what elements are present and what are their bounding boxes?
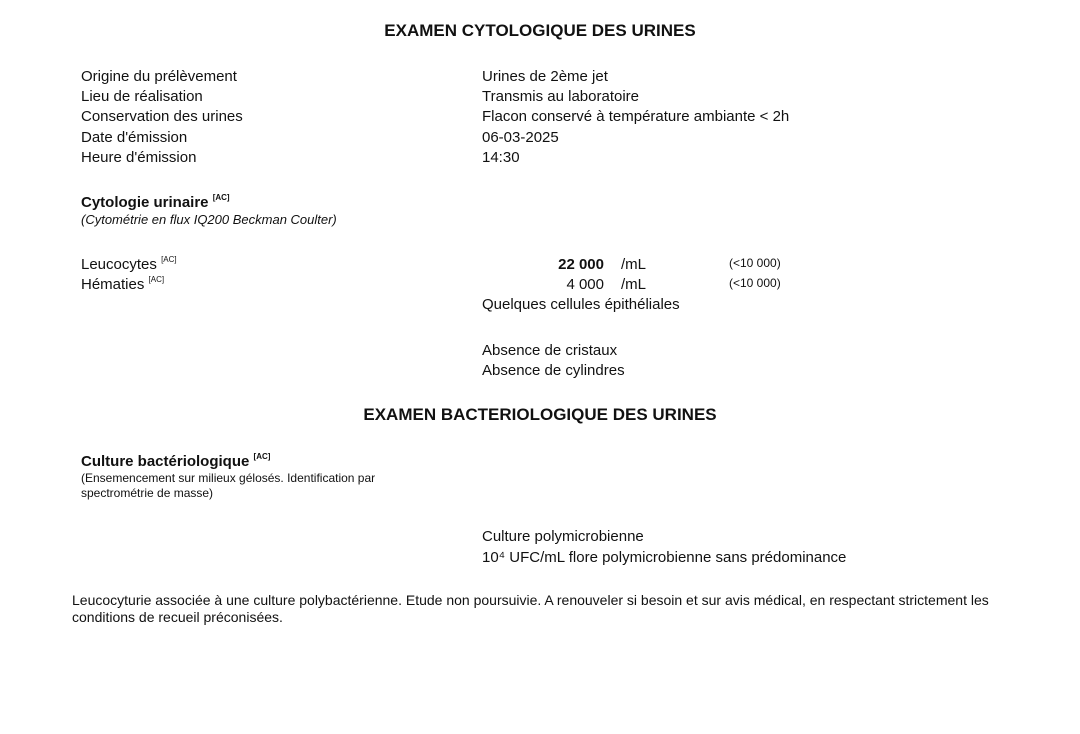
info-value-date: 06-03-2025 (482, 129, 559, 146)
bacteriology-method-line1: (Ensemencement sur milieux gélosés. Identification par (81, 471, 376, 485)
conclusion-note: Leucocyturie associée à une culture polybactérienne. Etude non poursuivie. A renouveler si besoin et sur avis médical, en respectant strictement les conditions de recueil préconisées. (72, 592, 989, 625)
info-value-time: 14:30 (482, 149, 520, 166)
result-label-leucocytes (81, 256, 177, 273)
cytology-section-title-text: Cytologie urinaire (81, 194, 209, 211)
cytology-title: EXAMEN CYTOLOGIQUE DES URINES (384, 21, 696, 40)
cytology-section-tag: [AC] (212, 193, 230, 202)
info-label-date: Date d'émission (81, 129, 188, 146)
info-label-origin: Origine du prélèvement (81, 68, 237, 85)
result-unit-leucocytes: /mL (621, 256, 647, 273)
bacteriology-section-tag: [AC] (253, 452, 271, 461)
info-label-conservation: Conservation des urines (81, 108, 243, 125)
crystals: Absence de cristaux (482, 342, 618, 359)
culture-result: Culture polymicrobienne (482, 528, 644, 545)
info-label-time: Heure d'émission (81, 149, 197, 166)
result-tag-leucocytes: [AC] (161, 255, 177, 264)
result-value-leucocytes: 22 000 (558, 256, 604, 273)
bacteriology-section-title (81, 453, 270, 470)
result-tag-hematies: [AC] (148, 275, 165, 284)
cylinders: Absence de cylindres (482, 362, 625, 379)
bacteriology-method-line2: spectrométrie de masse) (81, 486, 214, 500)
result-value-hematies: 4 000 (566, 276, 604, 293)
bacteriology-section-title-text: Culture bactériologique (81, 453, 250, 470)
bacteriology-title: EXAMEN BACTERIOLOGIQUE DES URINES (363, 405, 717, 424)
cytology-method: (Cytométrie en flux IQ200 Beckman Coulter) (81, 212, 337, 227)
cytology-section-title (81, 194, 230, 211)
info-value-location: Transmis au laboratoire (482, 88, 640, 105)
result-unit-hematies: /mL (621, 276, 647, 293)
result-label-hematies-text: Hématies (81, 276, 145, 293)
culture-count: 10⁴ UFC/mL flore polymicrobienne sans prédominance (482, 549, 847, 566)
info-value-origin: Urines de 2ème jet (482, 68, 608, 85)
result-label-hematies (81, 276, 164, 293)
epithelial-cells: Quelques cellules épithéliales (482, 296, 680, 313)
result-ref-hematies: (<10 000) (729, 276, 781, 290)
result-label-leucocytes-text: Leucocytes (81, 256, 157, 273)
info-value-conservation: Flacon conservé à température ambiante < 2h (482, 108, 790, 125)
info-label-location: Lieu de réalisation (81, 88, 203, 105)
result-ref-leucocytes: (<10 000) (729, 256, 781, 270)
